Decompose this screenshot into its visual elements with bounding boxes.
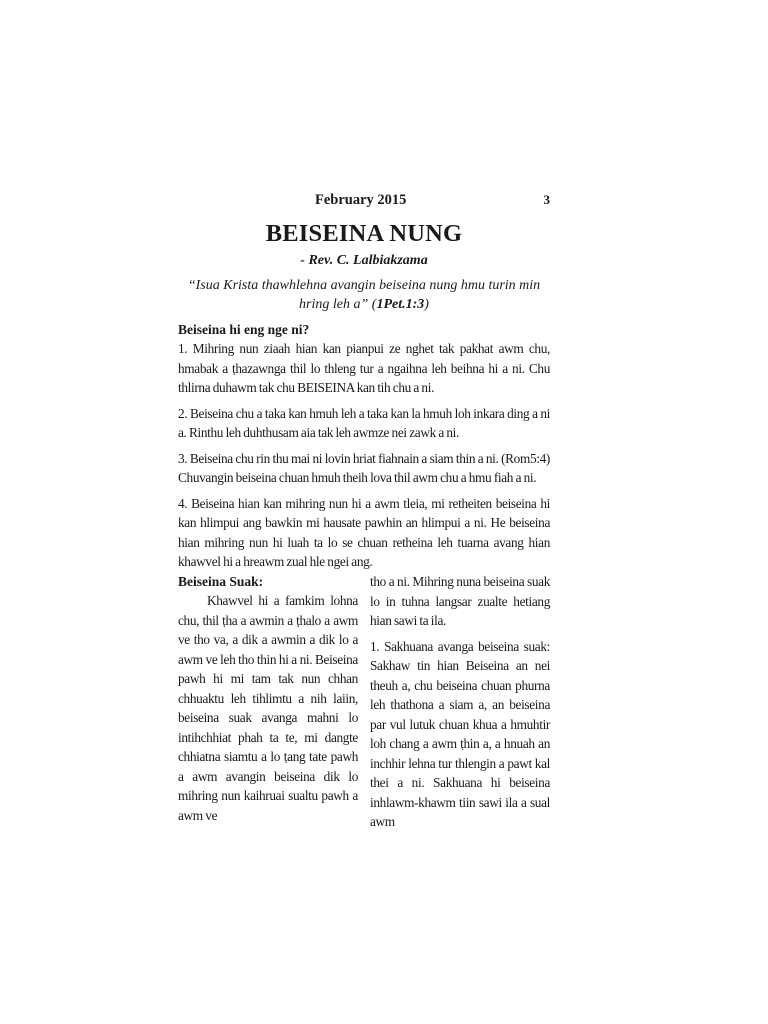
page-number: 3 (543, 192, 550, 207)
scripture-quote (178, 276, 550, 314)
verse-reference: 1Pet.1:3 (376, 297, 425, 312)
left-column (178, 572, 358, 825)
paragraph: Khawvel hi a famkim lohna chu, thil ṭha a awmin a ṭhalo a awm ve tho va, a dik a awmin a dik lo a awm ve leh tho thin hi a ni. Beiseina pawh hi mi tam tak nun chhan chhuaktu leh tihlimtu a nih laiin, beiseina suak avanga mahni lo intihchhiat phah ta te, mi dangte chhiatna siamtu a lo ṭang tate pawh a awm avangin beiseina dik lo mihring nun kaihruai sualtu pawh a awm ve (178, 593, 358, 823)
page-header (178, 192, 550, 212)
issue-date: February 2015 (315, 192, 407, 208)
section-heading: Beiseina Suak: (178, 574, 264, 589)
paragraph: 1. Sakhuana avanga beiseina suak: Sakhaw tin hian Beiseina an nei theuh a, chu beiseina chuan phurna leh thathona a siam a, an beiseina par vul lutuk chuan khua a hmuhtir loh chang a awm ṭhin a, a hnuah an inchhir lehna tur thlengin a pawt kal thei a ni. Sakhuana hi beiseina inhlawm-khawm tiin sawi ila a sual awm (370, 638, 550, 829)
paragraph: 3. Beiseina chu rin thu mai ni lovin hriat fiahnain a siam thin a ni. (Rom5:4) Chuvangin beiseina chuan hmuh theih lova thil awm chu a hmu fiah a ni. (178, 450, 550, 485)
section-heading: Beiseina hi eng nge ni? (178, 322, 310, 337)
article-title: BEISEINA NUNG (265, 220, 463, 247)
paragraph: 4. Beiseina hian kan mihring nun hi a awm tleia, mi retheiten beiseina hi kan hlimpui ang bawkin mi hausate pawhin an hlimpui a ni. He beiseina hian mihring nun hi luah ta lo se chuan retheina leh tuarna avang hian khawvel hi a hreawm zual hle ngei ang. (178, 495, 550, 569)
intro-section (178, 320, 550, 572)
document-page (178, 0, 550, 1024)
article-author: - Rev. C. Lalbiakzama (300, 253, 428, 268)
paragraph: 1. Mihring nun ziaah hian kan pianpui ze nghet tak pakhat awm chu, hmabak a ṭhazawnga thil lo thleng tur a ngaihna leh beihna hi a ni. Chu thlirna duhawm tak chu BEISEINA kan tih chu a ni. (178, 341, 550, 395)
paragraph: 2. Beiseina chu a taka kan hmuh leh a taka kan la hmuh loh inkara ding a ni a. Rinthu leh duhthusam aia tak leh awmze nei zawk a ni. (178, 405, 550, 440)
paragraph: tho a ni. Mihring nuna beiseina suak lo in tuhna langsar zualte hetiang hian sawi ta ila. (370, 574, 550, 628)
right-column (370, 572, 550, 832)
verse-text: “Isua Krista thawhlehna avangin beiseina nung hmu turin min hring leh a” ( (187, 278, 541, 312)
verse-close: ) (424, 297, 429, 312)
